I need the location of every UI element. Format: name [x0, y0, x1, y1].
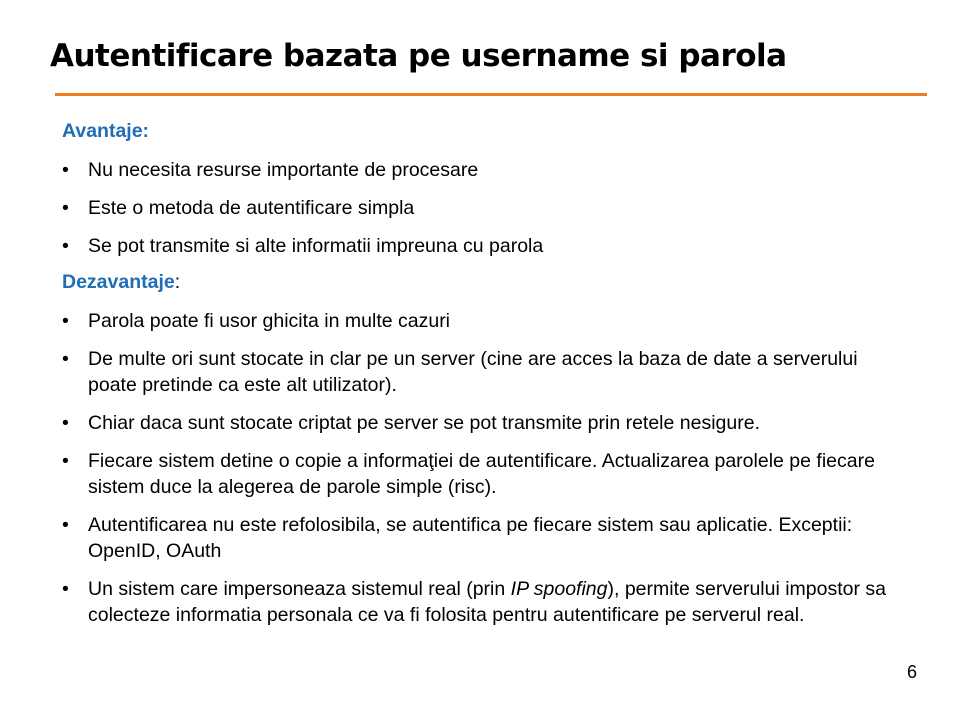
list-item-text: Nu necesita resurse importante de procesare [88, 159, 479, 181]
bullet-icon: • [62, 197, 69, 219]
list-item [62, 308, 910, 334]
disadvantages-heading-colon: : [174, 271, 181, 293]
list-item-text: Fiecare sistem detine o copie a informaţiei de autentificare. Actualizarea parolele pe fiecare sistem duce la alegerea de parole simple (risc). [88, 450, 875, 498]
title-underline [55, 93, 927, 96]
ip-spoofing-term: IP spoofing [510, 578, 608, 600]
page-number: 6 [906, 662, 917, 682]
advantages-heading [62, 118, 910, 144]
list-item [62, 576, 910, 628]
slide-content [62, 118, 910, 640]
list-item-text: Se pot transmite si alte informatii impreuna cu parola [88, 235, 544, 257]
list-item [62, 157, 910, 183]
bullet-icon: • [62, 159, 69, 181]
list-item-text-start: Un sistem care impersoneaza sistemul real (prin [88, 578, 511, 600]
list-item [62, 448, 910, 500]
bullet-icon: • [62, 310, 69, 332]
disadvantages-heading-text: Dezavantaje [62, 271, 175, 293]
list-item [62, 233, 910, 259]
bullet-icon: • [62, 578, 69, 600]
list-item-text: Este o metoda de autentificare simpla [88, 197, 415, 219]
list-item-text: Chiar daca sunt stocate criptat pe server se pot transmite prin retele nesigure. [88, 412, 760, 434]
list-item-text: De multe ori sunt stocate in clar pe un server (cine are acces la baza de date a serverului poate pretinde ca este alt utilizator). [88, 348, 858, 396]
list-item [62, 410, 910, 436]
list-item-text: Parola poate fi usor ghicita in multe cazuri [88, 310, 451, 332]
list-item [62, 195, 910, 221]
list-item-text [88, 578, 886, 626]
bullet-icon: • [62, 235, 69, 257]
bullet-icon: • [62, 348, 69, 370]
list-item [62, 512, 910, 564]
disadvantages-list [62, 308, 910, 628]
list-item-text-end: ), permite serverului impostor sa colecteze informatia personala ce va fi folosita pentru autentificare pe serverul real. [88, 578, 887, 626]
bullet-icon: • [62, 450, 69, 472]
bullet-icon: • [62, 412, 69, 434]
disadvantages-heading [62, 269, 910, 295]
advantages-list [62, 157, 910, 259]
advantages-heading-text: Avantaje: [62, 120, 150, 142]
bullet-icon: • [62, 514, 69, 536]
list-item [62, 346, 910, 398]
list-item-text: Autentificarea nu este refolosibila, se autentifica pe fiecare sistem sau aplicatie. Exceptii: OpenID, OAuth [88, 514, 853, 562]
slide-title: Autentificare bazata pe username si parola [50, 38, 787, 74]
